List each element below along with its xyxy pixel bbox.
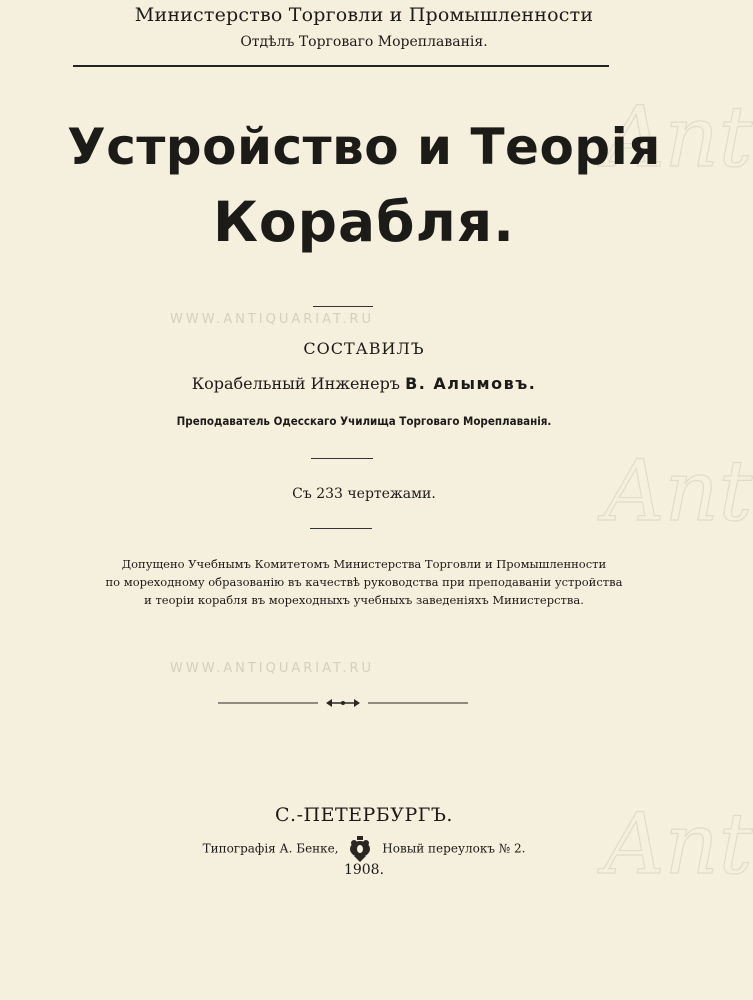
printer-name: Типографія А. Бенке, bbox=[202, 841, 339, 856]
author-line bbox=[0, 374, 728, 393]
drawings-note: Съ 233 чертежами. bbox=[292, 486, 436, 502]
watermark-url: WWW.ANTIQUARIAT.RU bbox=[170, 312, 375, 327]
author-title: Корабельный Инженеръ bbox=[191, 374, 400, 393]
composed-by-label: СОСТАВИЛЪ bbox=[303, 339, 425, 358]
approval-line: по мореходному образованію въ качествѣ руководства при преподаваніи устройства bbox=[105, 575, 623, 589]
book-title-line-2: Корабля. bbox=[212, 190, 516, 254]
printer-address: Новый переулокъ № 2. bbox=[382, 841, 526, 856]
header-rule bbox=[73, 65, 609, 67]
divider-rule bbox=[310, 528, 372, 529]
department-heading: Отдѣлъ Торговаго Мореплаванія. bbox=[240, 34, 488, 50]
approval-line: и теоріи корабля въ мореходныхъ учебныхъ заведеніяхъ Министерства. bbox=[144, 593, 584, 607]
double-headed-eagle-icon bbox=[348, 836, 372, 862]
author-name: В. Алымовъ. bbox=[405, 374, 537, 393]
approval-line: Допущено Учебнымъ Комитетомъ Министерства Торговли и Промышленности bbox=[121, 557, 607, 571]
printer-line bbox=[0, 836, 728, 862]
city: С.-ПЕТЕРБУРГЪ. bbox=[275, 804, 453, 826]
watermark-logo: Ant bbox=[604, 795, 753, 893]
watermark-logo: Ant bbox=[604, 88, 753, 186]
year: 1908. bbox=[343, 862, 385, 878]
book-title-line-1: Устройство и Теорія bbox=[67, 118, 661, 176]
ornament-divider-icon bbox=[218, 694, 468, 712]
author-position: Преподаватель Одесскаго Училища Торговаго Мореплаванія. bbox=[176, 414, 552, 428]
divider-rule bbox=[313, 306, 373, 307]
watermark-logo: Ant bbox=[604, 442, 753, 540]
watermark-url: WWW.ANTIQUARIAT.RU bbox=[170, 661, 375, 676]
ministry-heading: Министерство Торговли и Промышленности bbox=[134, 4, 594, 26]
divider-rule bbox=[311, 458, 373, 459]
